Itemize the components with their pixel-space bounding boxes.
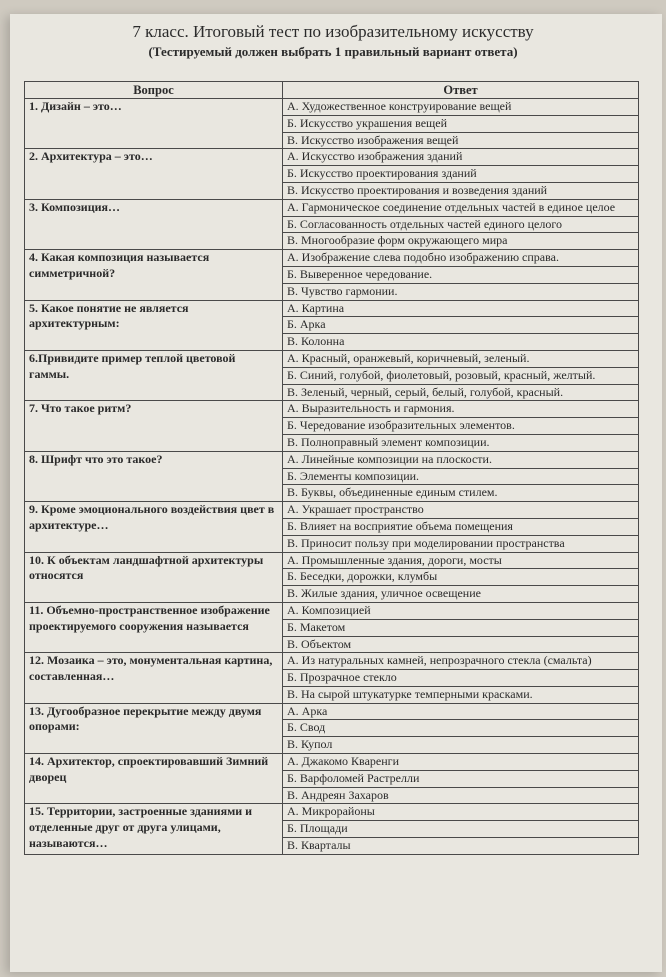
answer-options (283, 99, 639, 149)
question-row (25, 703, 639, 753)
question-row (25, 250, 639, 300)
answer-option: Б. Варфоломей Растрелли (283, 770, 638, 787)
question-text: 4. Какая композиция называется симметричной? (25, 250, 283, 300)
answer-options (283, 703, 639, 753)
answer-option: В. Буквы, объединенные единым стилем. (283, 484, 638, 501)
answer-option: Б. Свод (283, 719, 638, 736)
answer-option: Б. Искусство украшения вещей (283, 115, 638, 132)
question-row (25, 602, 639, 652)
answer-option: В. Искусство проектирования и возведения зданий (283, 182, 638, 199)
question-text: 15. Территории, застроенные зданиями и отделенные друг от друга улицами, называются… (25, 804, 283, 854)
answer-option: В. Искусство изображения вещей (283, 132, 638, 149)
answer-option: А. Гармоническое соединение отдельных частей в единое целое (287, 199, 616, 214)
answer-option: В. Объектом (283, 636, 638, 653)
answer-option: Б. Прозрачное стекло (283, 669, 638, 686)
answer-options (283, 804, 639, 854)
answer-option: Б. Площади (283, 820, 638, 837)
answer-option: Б. Элементы композиции. (283, 468, 638, 485)
question-text: 10. К объектам ландшафтной архитектуры относятся (25, 552, 283, 602)
answer-option: Б. Синий, голубой, фиолетовый, розовый, красный, желтый. (283, 367, 638, 384)
question-text: 8. Шрифт что это такое? (25, 451, 283, 501)
quiz-table (24, 81, 639, 855)
answer-options (283, 653, 639, 703)
question-text: 9. Кроме эмоционального воздействия цвет в архитектуре… (25, 502, 283, 552)
answer-option: А. Промышленные здания, дороги, мосты (287, 552, 502, 567)
answer-option: А. Искусство изображения зданий (287, 149, 463, 164)
answer-option: А. Арка (287, 703, 328, 718)
answer-option: А. Украшает пространство (287, 502, 424, 517)
question-text: 2. Архитектура – это… (25, 149, 283, 199)
question-row (25, 199, 639, 249)
question-row (25, 350, 639, 400)
header-row (25, 82, 639, 99)
answer-option: А. Из натуральных камней, непрозрачного стекла (смальта) (287, 653, 592, 668)
answer-option: А. Композицией (287, 602, 371, 617)
question-row (25, 754, 639, 804)
answer-option: А. Джакомо Кваренги (287, 754, 399, 769)
question-text: 14. Архитектор, спроектировавший Зимний дворец (25, 754, 283, 804)
answer-options (283, 602, 639, 652)
answer-option: Б. Арка (283, 316, 638, 333)
question-column-header: Вопрос (25, 82, 283, 99)
question-row (25, 451, 639, 501)
answer-option: А. Художественное конструирование вещей (287, 99, 512, 113)
answer-option: В. Чувство гармонии. (283, 283, 638, 300)
answer-option: Б. Искусство проектирования зданий (283, 165, 638, 182)
answer-options (283, 451, 639, 501)
answer-options (283, 401, 639, 451)
question-row (25, 552, 639, 602)
answer-option: А. Линейные композиции на плоскости. (287, 451, 492, 466)
question-row (25, 99, 639, 149)
answer-option: В. На сырой штукатурке темперными красками. (283, 686, 638, 703)
question-text: 11. Объемно-пространственное изображение проектируемого сооружения называется (25, 602, 283, 652)
answer-option: В. Многообразие форм окружающего мира (283, 232, 638, 249)
answer-option: Б. Чередование изобразительных элементов. (283, 417, 638, 434)
answer-option: А. Изображение слева подобно изображению справа. (287, 250, 559, 265)
question-row (25, 149, 639, 199)
answer-options (283, 552, 639, 602)
answer-option: В. Купол (283, 736, 638, 753)
answer-options (283, 350, 639, 400)
answer-option: В. Полноправный элемент композиции. (283, 434, 638, 451)
answer-option: А. Выразительность и гармония. (287, 401, 455, 416)
answer-options (283, 754, 639, 804)
question-text: 5. Какое понятие не является архитектурным: (25, 300, 283, 350)
answer-options (283, 250, 639, 300)
answer-option: А. Картина (287, 300, 345, 315)
question-row (25, 502, 639, 552)
answer-option: Б. Влияет на восприятие объема помещения (283, 518, 638, 535)
answer-options (283, 502, 639, 552)
question-row (25, 300, 639, 350)
answer-option: В. Колонна (283, 333, 638, 350)
question-row (25, 401, 639, 451)
answer-option: А. Красный, оранжевый, коричневый, зеленый. (287, 350, 530, 365)
answer-option: В. Кварталы (283, 837, 638, 854)
answer-column-header: Ответ (283, 82, 639, 99)
question-text: 6.Привидите пример теплой цветовой гаммы. (25, 350, 283, 400)
answer-option: В. Жилые здания, уличное освещение (283, 585, 638, 602)
answer-option: В. Приносит пользу при моделировании пространства (283, 535, 638, 552)
question-row (25, 653, 639, 703)
page-subtitle: (Тестируемый должен выбрать 1 правильный вариант ответа) (148, 44, 518, 59)
answer-option: А. Микрорайоны (287, 804, 375, 819)
answer-options (283, 149, 639, 199)
page-title: 7 класс. Итоговый тест по изобразительному искусству (132, 22, 534, 41)
question-text: 7. Что такое ритм? (25, 401, 283, 451)
answer-options (283, 300, 639, 350)
answer-option: В. Зеленый, черный, серый, белый, голубой, красный. (283, 384, 638, 401)
question-text: 3. Композиция… (25, 199, 283, 249)
answer-option: Б. Согласованность отдельных частей единого целого (283, 216, 638, 233)
answer-option: Б. Макетом (283, 619, 638, 636)
answer-option: Б. Выверенное чередование. (283, 266, 638, 283)
answer-option: Б. Беседки, дорожки, клумбы (283, 568, 638, 585)
answer-options (283, 199, 639, 249)
answer-option: В. Андреян Захаров (283, 787, 638, 804)
question-text: 1. Дизайн – это… (25, 99, 283, 149)
question-row (25, 804, 639, 854)
question-text: 12. Мозаика – это, монументальная картина, составленная… (25, 653, 283, 703)
question-text: 13. Дугообразное перекрытие между двумя опорами: (25, 703, 283, 753)
